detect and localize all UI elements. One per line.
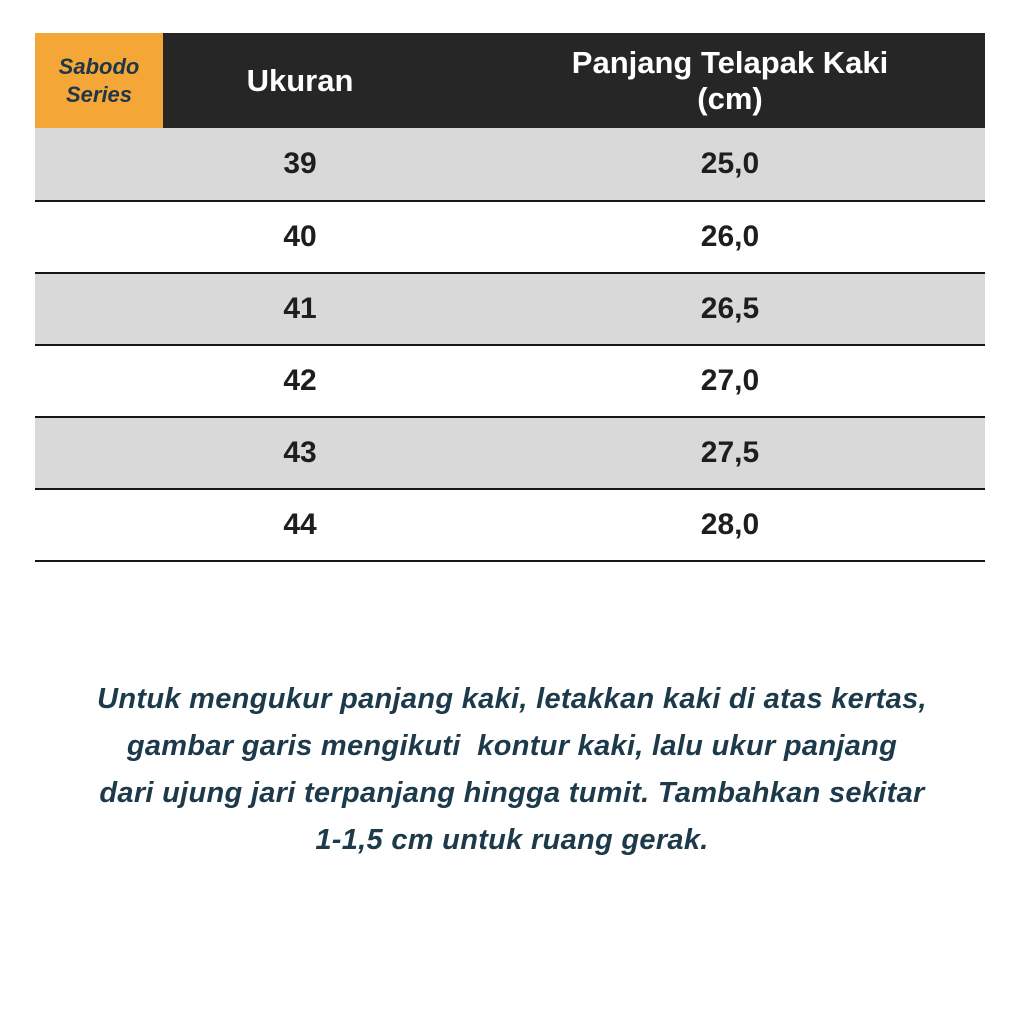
- table-row: [35, 272, 985, 344]
- size-cell: 40: [283, 220, 317, 253]
- size-cell: 43: [283, 436, 317, 469]
- series-badge-line1: Sabodo: [58, 53, 140, 79]
- note-line: gambar garis mengikuti kontur kaki, lalu ukur panjang: [126, 730, 898, 762]
- series-badge-line2: Series: [65, 81, 133, 107]
- table-body: [35, 128, 985, 562]
- length-cell: 28,0: [700, 508, 760, 541]
- table-row: [35, 344, 985, 416]
- note-line: Untuk mengukur panjang kaki, letakkan kaki di atas kertas,: [97, 683, 927, 715]
- length-cell: 26,5: [700, 292, 760, 325]
- table-row: [35, 488, 985, 560]
- size-table: [35, 33, 985, 562]
- length-cell: 27,0: [700, 364, 760, 397]
- size-cell: 44: [283, 508, 317, 541]
- size-cell: 41: [283, 292, 317, 325]
- length-cell: 26,0: [700, 220, 760, 253]
- column-header-panjang: Panjang Telapak Kaki (cm): [571, 44, 889, 116]
- length-cell: 27,5: [700, 436, 760, 469]
- size-cell: 42: [283, 364, 317, 397]
- column-header-ukuran: Ukuran: [246, 62, 354, 98]
- table-row: [35, 200, 985, 272]
- table-row: [35, 128, 985, 200]
- note-line: dari ujung jari terpanjang hingga tumit. Tambahkan sekitar: [99, 777, 925, 809]
- table-row: [35, 416, 985, 488]
- note-text: [0, 676, 1024, 864]
- table-header: [35, 33, 985, 128]
- note-line: 1-1,5 cm untuk ruang gerak.: [315, 824, 709, 856]
- size-cell: 39: [283, 147, 317, 180]
- series-badge: [35, 33, 163, 128]
- length-cell: 25,0: [700, 147, 760, 180]
